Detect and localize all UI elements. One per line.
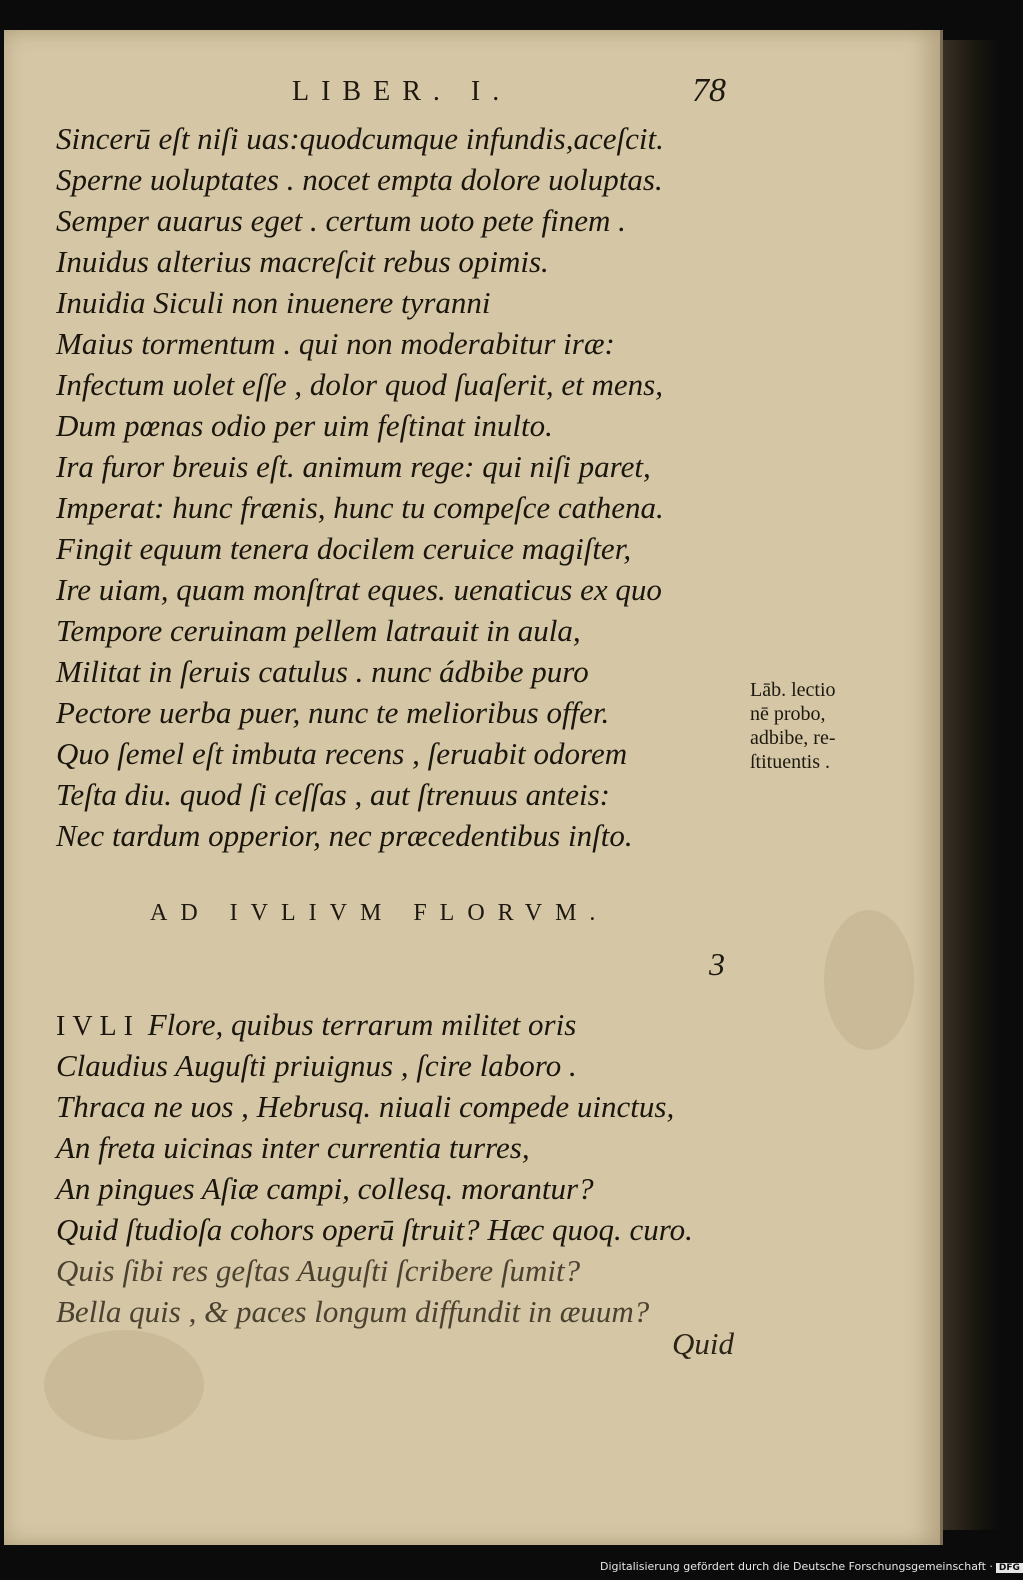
verse-line: Inuidia Siculi non inuenere tyranni (56, 285, 491, 320)
marginal-note (750, 678, 900, 774)
verse-line: Bella quis , & paces longum diffundit in æuum? (56, 1294, 650, 1329)
verse-line: Pectore uerba puer, nunc te melioribus offer. (56, 695, 610, 730)
verse-line: Semper auarus eget . certum uoto pete finem . (56, 203, 626, 238)
marginal-note-line: adbibe, re- (750, 727, 836, 749)
verse-line: Nec tardum opperior, nec præcedentibus inſto. (56, 818, 633, 853)
verse-line: Ira furor breuis eſt. animum rege: qui niſi paret, (56, 449, 651, 484)
verse-line: Maius tormentum . qui non moderabitur iræ: (56, 326, 615, 361)
digitization-credit (600, 1560, 1023, 1573)
page-edge-shadow (940, 40, 1000, 1530)
verse-line: Quis ſibi res geſtas Auguſti ſcribere ſumit? (56, 1253, 581, 1288)
verse-line: Claudius Auguſti priuignus , ſcire laboro . (56, 1048, 577, 1083)
catchword: Quid (672, 1326, 734, 1361)
folio-number: 78 (692, 72, 726, 109)
dfg-logo: DFG (996, 1563, 1023, 1573)
verse-line: An freta uicinas inter currentia turres, (56, 1130, 530, 1165)
verse-line: Tempore ceruinam pellem latrauit in aula, (56, 613, 581, 648)
book-page (4, 30, 943, 1545)
verse-line: Fingit equum tenera docilem ceruice magiſter, (56, 531, 632, 566)
verse-line: Militat in ſeruis catulus . nunc ádbibe puro (56, 654, 589, 689)
verse-line: Sincerū eſt niſi uas:quodcumque infundis,aceſcit. (56, 121, 664, 156)
verse-line: Sperne uoluptates . nocet empta dolore uoluptas. (56, 162, 663, 197)
running-head: LIBER. I. (292, 76, 512, 107)
verse-line: Quo ſemel eſt imbuta recens , ſeruabit odorem (56, 736, 628, 771)
marginal-note-line: nē probo, (750, 703, 826, 725)
marginal-note-line: ſtituentis . (750, 751, 830, 773)
verse-block-upper (56, 118, 664, 856)
verse-line: Infectum uolet eſſe , dolor quod ſuaſerit, et mens, (56, 367, 663, 402)
credit-text: Digitalisierung gefördert durch die Deutsche Forschungsgemeinschaft · (600, 1560, 993, 1573)
verse-line: Inuidus alterius macreſcit rebus opimis. (56, 244, 549, 279)
verse-line: Dum pœnas odio per uim feſtinat inulto. (56, 408, 553, 443)
verse-block-lower (56, 1004, 693, 1332)
verse-line: Imperat: hunc frænis, hunc tu compeſce cathena. (56, 490, 664, 525)
poem-number: 3 (709, 946, 725, 982)
marginal-note-line: Lāb. lectio (750, 679, 836, 701)
section-heading: AD IVLIVM FLORVM. (150, 900, 609, 926)
verse-line-text: Flore, quibus terrarum militet oris (139, 1007, 577, 1042)
verse-line-first (56, 1004, 693, 1045)
paper-stain (824, 910, 914, 1050)
initial-capitals: IVLI (56, 1011, 140, 1042)
verse-line: Quid ſtudioſa cohors operū ſtruit? Hæc quoq. curo. (56, 1212, 693, 1247)
verse-line: Ire uiam, quam monſtrat eques. uenaticus ex quo (56, 572, 662, 607)
paper-stain (44, 1330, 204, 1440)
verse-line: An pingues Aſiæ campi, collesq. morantur? (56, 1171, 594, 1206)
verse-line: Thraca ne uos , Hebrusq. niuali compede uinctus, (56, 1089, 675, 1124)
verse-line: Teſta diu. quod ſi ceſſas , aut ſtrenuus anteis: (56, 777, 610, 812)
